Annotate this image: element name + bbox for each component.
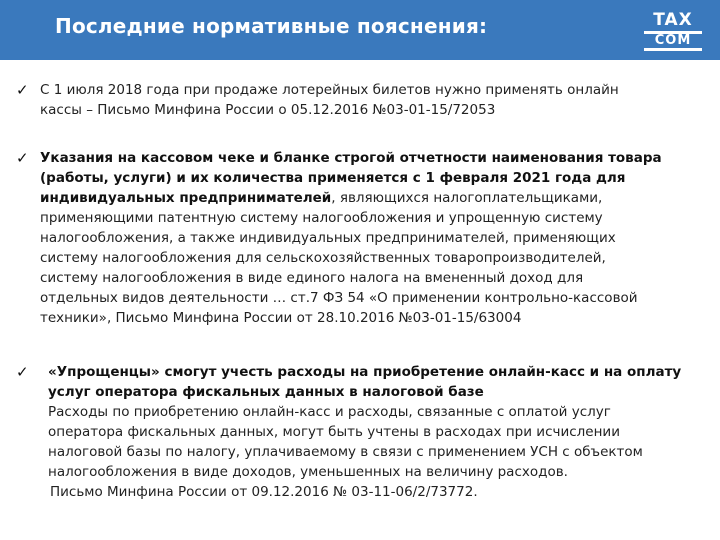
bold-line: (работы, услуги) и их количества применяется с 1 февраля 2021 года для <box>40 170 626 186</box>
plain-phrase: , являющихся налогоплательщиками, <box>331 190 603 206</box>
text-line: налогообложения, а также индивидуальных предпринимателей, применяющих <box>40 230 616 246</box>
check-icon: ✓ <box>16 363 29 381</box>
text-line: систему налогообложения в виде единого налога на вмененный доход для <box>40 270 584 286</box>
footer-reference: Письмо Минфина России от 09.12.2016 № 03-11-06/2/73772. <box>50 484 478 500</box>
text-line: оператора фискальных данных, могут быть учтены в расходах при исчислении <box>48 424 620 440</box>
bold-phrase: индивидуальных предпринимателей <box>40 190 332 206</box>
text-line: применяющими патентную систему налогообложения и упрощенную систему <box>40 210 603 226</box>
slide-title: Последние нормативные пояснения: <box>55 14 488 38</box>
bullet-item-2 <box>16 148 712 328</box>
text-line: кассы – Письмо Минфина России о 05.12.2016 №03-01-15/72053 <box>40 102 496 118</box>
bullet-item-3 <box>16 362 712 502</box>
mixed-line <box>40 188 712 208</box>
bullet-item-1 <box>16 80 712 120</box>
slide-header <box>0 0 720 60</box>
check-icon: ✓ <box>16 149 29 167</box>
text-line: Расходы по приобретению онлайн-касс и расходы, связанные с оплатой услуг <box>48 404 611 420</box>
check-icon: ✓ <box>16 81 29 99</box>
text-line: отдельных видов деятельности … ст.7 ФЗ 54 «О применении контрольно-кассовой <box>40 290 638 306</box>
text-line: систему налогообложения для сельскохозяйственных товаропроизводителей, <box>40 250 606 266</box>
text-line: С 1 июля 2018 года при продаже лотерейных билетов нужно применять онлайн <box>40 82 619 98</box>
text-line: налоговой базы по налогу, уплачиваемому в связи с применением УСН с объектом <box>48 444 643 460</box>
bold-line: Указания на кассовом чеке и бланке строгой отчетности наименования товара <box>40 150 662 166</box>
bold-line: услуг оператора фискальных данных в налоговой базе <box>48 384 484 400</box>
bullet-item-2-text <box>40 148 712 328</box>
logo-tax-text: TAX <box>653 10 693 30</box>
text-line: налогообложения в виде доходов, уменьшенных на величину расходов. <box>48 464 568 480</box>
logo-com-text: COM <box>644 31 702 51</box>
taxcom-logo <box>644 12 702 51</box>
text-line: техники», Письмо Минфина России от 28.10.2016 №03-01-15/63004 <box>40 310 522 326</box>
bullet-item-3-text <box>48 362 712 502</box>
bullet-item-1-text <box>40 80 712 120</box>
bold-line: «Упрощенцы» смогут учесть расходы на приобретение онлайн-касс и на оплату <box>48 364 682 380</box>
